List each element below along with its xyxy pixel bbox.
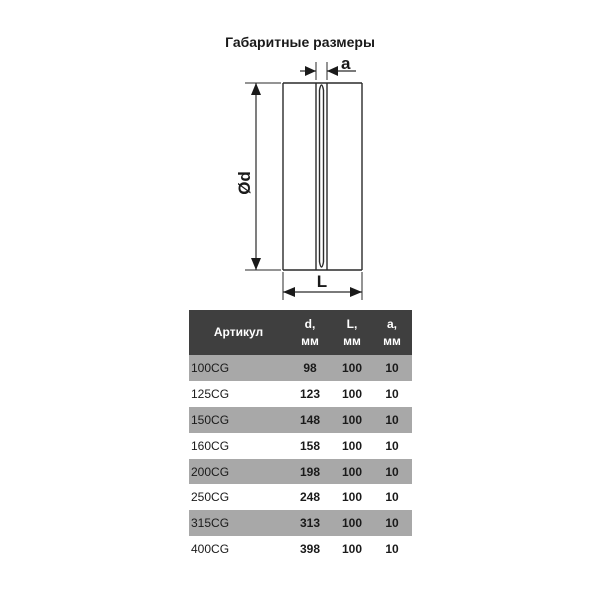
cell-article: 250CG (191, 490, 230, 505)
label-d: Ød (235, 171, 254, 195)
cell-d: 313 (299, 516, 321, 531)
spec-table (189, 310, 412, 562)
table-row (189, 433, 412, 459)
cell-a: 10 (385, 490, 399, 505)
cell-L: 100 (341, 464, 363, 479)
cell-article: 400CG (191, 542, 230, 557)
cell-article: 150CG (191, 412, 230, 427)
cell-d: 148 (299, 412, 321, 427)
label-L: L (316, 272, 328, 291)
table-header (189, 310, 412, 355)
cell-a: 10 (385, 464, 399, 479)
label-a: a (341, 54, 351, 73)
table-row (189, 459, 412, 485)
cell-d: 248 (299, 490, 321, 505)
table-row (189, 355, 412, 381)
cell-L: 100 (341, 490, 363, 505)
cell-article: 160CG (191, 438, 230, 453)
cell-L: 100 (341, 438, 363, 453)
cell-L: 100 (341, 542, 363, 557)
cell-article: 100CG (191, 360, 230, 375)
cell-article: 200CG (191, 464, 230, 479)
table-row (189, 536, 412, 562)
cell-a: 10 (385, 438, 399, 453)
header-article: Артикул (213, 325, 264, 339)
table-row (189, 381, 412, 407)
page-title: Габаритные размеры (225, 34, 375, 50)
cell-a: 10 (385, 386, 399, 401)
cell-d: 98 (303, 360, 317, 375)
pipe-body (283, 83, 362, 270)
cell-a: 10 (385, 360, 399, 375)
cell-d: 158 (299, 438, 321, 453)
cell-L: 100 (341, 360, 363, 375)
header-d: d, мм (301, 316, 319, 348)
cell-L: 100 (341, 412, 363, 427)
table-row (189, 484, 412, 510)
cell-a: 10 (385, 516, 399, 531)
cell-d: 398 (299, 542, 321, 557)
cell-L: 100 (341, 516, 363, 531)
header-a: a, мм (383, 316, 401, 348)
cell-d: 198 (299, 464, 321, 479)
cell-L: 100 (341, 386, 363, 401)
cell-article: 315CG (191, 516, 230, 531)
cell-d: 123 (299, 386, 321, 401)
cell-a: 10 (385, 412, 399, 427)
table-row (189, 510, 412, 536)
header-L: L, мм (343, 316, 361, 348)
cell-article: 125CG (191, 386, 230, 401)
cell-a: 10 (385, 542, 399, 557)
table-row (189, 407, 412, 433)
